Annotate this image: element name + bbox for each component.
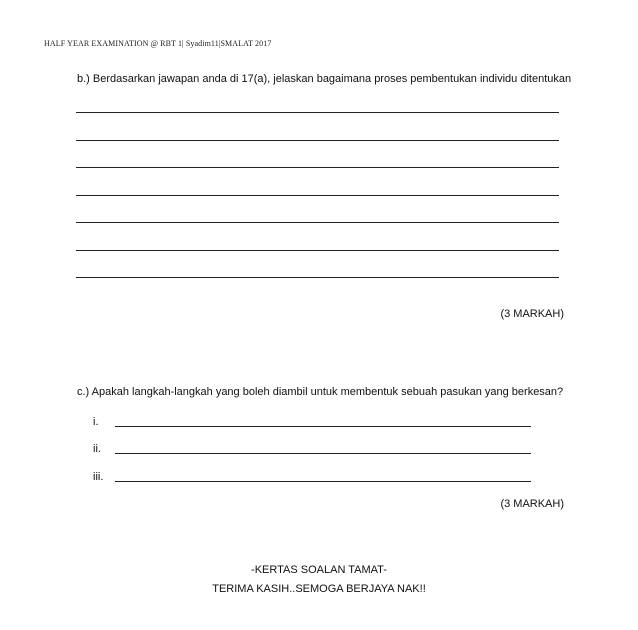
question-c-marks: (3 MARKAH) <box>500 498 564 510</box>
answer-line[interactable] <box>76 277 559 278</box>
answer-line-i[interactable] <box>115 426 531 427</box>
closing-message: TERIMA KASIH..SEMOGA BERJAYA NAK!! <box>212 583 426 595</box>
answer-line-iii[interactable] <box>115 481 531 482</box>
answer-line[interactable] <box>76 167 559 168</box>
item-label-iii: iii. <box>93 471 104 483</box>
answer-line-ii[interactable] <box>115 453 531 454</box>
answer-line[interactable] <box>76 140 559 141</box>
question-c-text: c.) Apakah langkah-langkah yang boleh diambil untuk membentuk sebuah pasukan yang berkesan? <box>77 386 564 398</box>
item-label-ii: ii. <box>93 443 101 455</box>
question-b-text: b.) Berdasarkan jawapan anda di 17(a), jelaskan bagaimana proses pembentukan individu ditentukan <box>77 73 572 85</box>
end-of-paper-text: -KERTAS SOALAN TAMAT- <box>251 564 387 576</box>
item-label-i: i. <box>93 416 99 428</box>
answer-line[interactable] <box>76 222 559 223</box>
page-header: HALF YEAR EXAMINATION @ RBT 1| Syadim11|SMALAT 2017 <box>44 39 272 48</box>
answer-line[interactable] <box>76 250 559 251</box>
answer-line[interactable] <box>76 195 559 196</box>
answer-line[interactable] <box>76 112 559 113</box>
question-b-marks: (3 MARKAH) <box>500 308 564 320</box>
